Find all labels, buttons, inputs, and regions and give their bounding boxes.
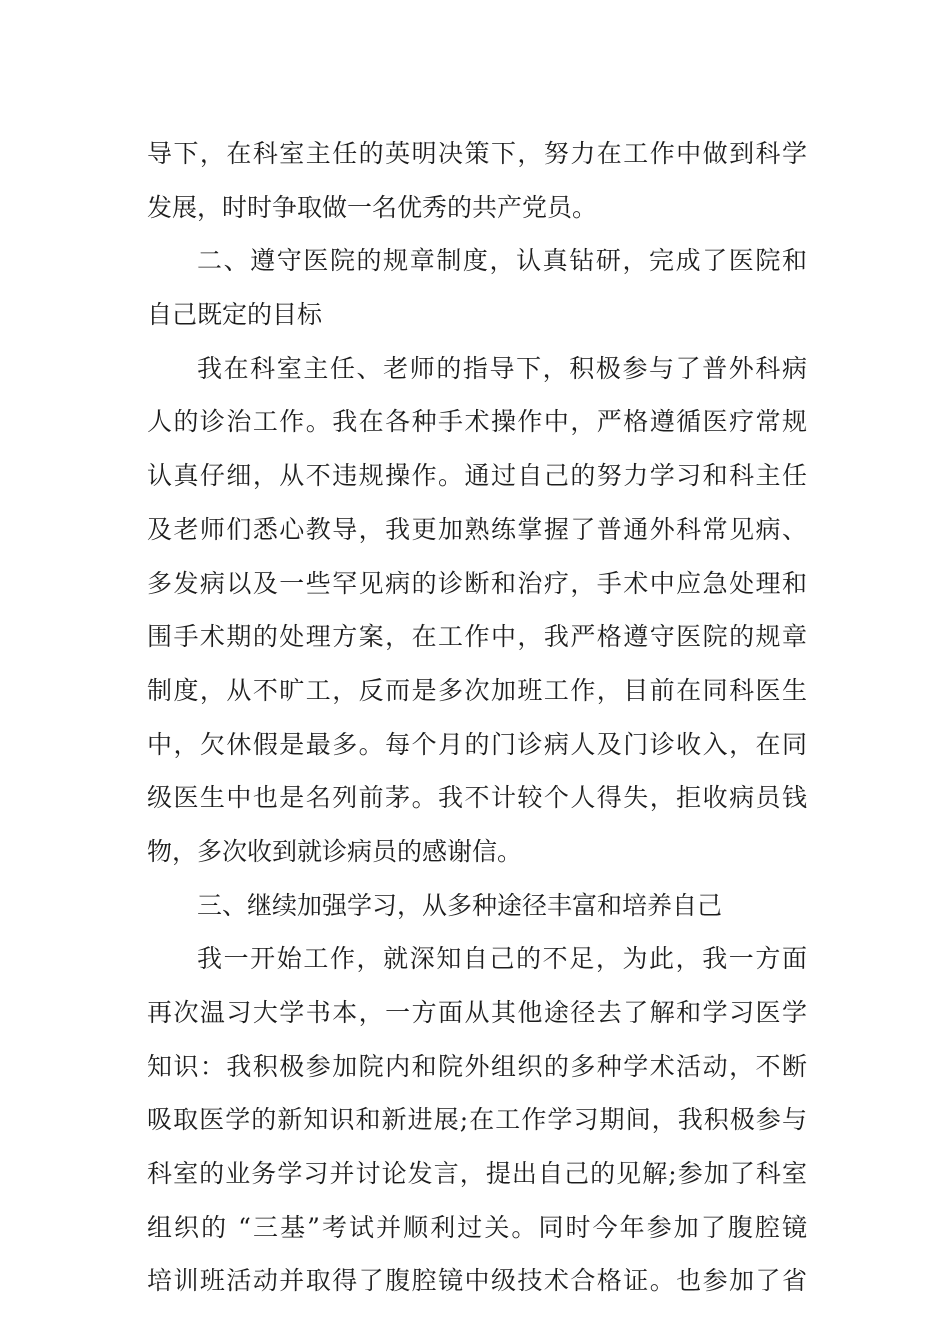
paragraph-line: 发展，时时争取做一名优秀的共产党员。 (147, 192, 598, 222)
paragraph-line: 中，欠休假是最多。每个月的门诊病人及门诊收入，在同 (147, 729, 807, 759)
paragraph-line: 导下，在科室主任的英明决策下，努力在工作中做到科学 (147, 139, 807, 168)
document-body (147, 127, 807, 1308)
paragraph-line: 多发病以及一些罕见病的诊断和治疗，手术中应急处理和 (147, 568, 807, 598)
paragraph-line: 认真仔细，从不违规操作。通过自己的努力学习和科主任 (147, 461, 807, 491)
section-heading-line: 三、继续加强学习，从多种途径丰富和培养自己 (197, 890, 723, 920)
paragraph-line: 及老师们悉心教导，我更加熟练掌握了普通外科常见病、 (147, 514, 807, 544)
paragraph-line: 科室的业务学习并讨论发言，提出自己的见解;参加了科室 (147, 1159, 807, 1189)
paragraph-line: 级医生中也是名列前茅。我不计较个人得失，拒收病员钱 (147, 783, 807, 813)
paragraph-line: 组织的 “三基”考试并顺利过关。同时今年参加了腹腔镜 (147, 1212, 807, 1242)
paragraph-line: 吸取医学的新知识和新进展;在工作学习期间，我积极参与 (147, 1105, 807, 1135)
paragraph-line: 我一开始工作，就深知自己的不足，为此，我一方面 (197, 944, 807, 974)
paragraph-line: 再次温习大学书本，一方面从其他途径去了解和学习医学 (147, 998, 807, 1027)
paragraph-line: 我在科室主任、老师的指导下，积极参与了普外科病 (197, 353, 807, 383)
section-heading-line: 二、遵守医院的规章制度，认真钻研，完成了医院和 (197, 246, 807, 276)
paragraph-line: 围手术期的处理方案，在工作中，我严格遵守医院的规章 (147, 622, 807, 652)
paragraph-line: 人的诊治工作。我在各种手术操作中，严格遵循医疗常规 (147, 407, 807, 437)
paragraph-line: 制度，从不旷工，反而是多次加班工作，目前在同科医生 (147, 675, 807, 705)
paragraph-line: 知识：我积极参加院内和院外组织的多种学术活动，不断 (147, 1051, 807, 1081)
section-heading-line: 自己既定的目标 (147, 300, 323, 330)
paragraph-line: 培训班活动并取得了腹腔镜中级技术合格证。也参加了省 (147, 1266, 807, 1296)
paragraph-line: 物，多次收到就诊病员的感谢信。 (147, 836, 523, 866)
